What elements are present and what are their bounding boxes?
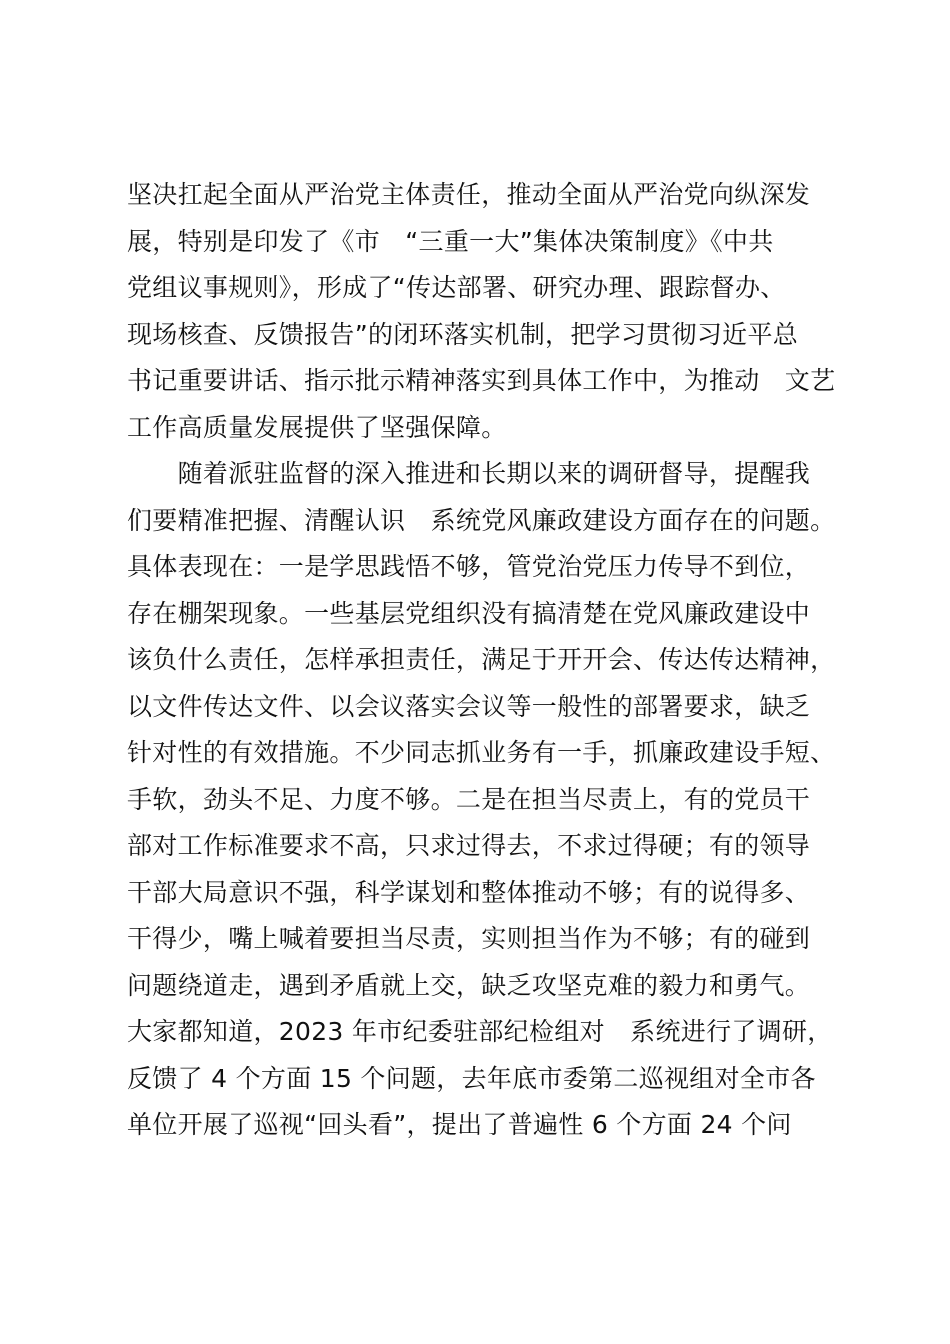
text-line: 随着派驻监督的深入推进和长期以来的调研督导，提醒我 <box>127 459 811 488</box>
text-line: 们要精准把握、清醒认识 系统党风廉政建设方面存在的问题。 <box>127 505 836 535</box>
text-line: 反馈了 4 个方面 15 个问题，去年底市委第二巡视组对全市各 <box>127 1063 816 1093</box>
text-line: 问题绕道走，遇到矛盾就上交，缺乏攻坚克难的毅力和勇气。 <box>127 970 811 1000</box>
text-line: 现场核查、反馈报告”的闭环落实机制，把学习贯彻习近平总 <box>127 319 799 349</box>
text-line: 该负什么责任，怎样承担责任，满足于开开会、传达传达精神， <box>127 645 836 674</box>
text-line: 干得少，嘴上喊着要担当尽责，实则担当作为不够；有的碰到 <box>127 924 811 953</box>
text-line: 坚决扛起全面从严治党主体责任，推动全面从严治党向纵深发 <box>127 180 811 209</box>
text-line: 以文件传达文件、以会议落实会议等一般性的部署要求，缺乏 <box>127 691 811 721</box>
text-line: 书记重要讲话、指示批示精神落实到具体工作中，为推动 文艺 <box>127 366 836 395</box>
text-line: 部对工作标准要求不高，只求过得去，不求过得硬；有的领导 <box>127 831 811 860</box>
text-line: 展，特别是印发了《市 “三重一大”集体决策制度》《中共 <box>127 226 774 256</box>
text-line: 针对性的有效措施。不少同志抓业务有一手，抓廉政建设手短、 <box>127 738 836 767</box>
body-text <box>127 172 847 1149</box>
text-line: 单位开展了巡视“回头看”，提出了普遍性 6 个方面 24 个问 <box>127 1110 792 1139</box>
text-line: 干部大局意识不强，科学谋划和整体推动不够；有的说得多、 <box>127 877 811 907</box>
text-line: 具体表现在：一是学思践悟不够，管党治党压力传导不到位， <box>127 552 811 581</box>
text-line: 存在棚架现象。一些基层党组织没有搞清楚在党风廉政建设中 <box>127 598 811 628</box>
text-line: 工作高质量发展提供了坚强保障。 <box>127 412 507 442</box>
text-line: 大家都知道，2023 年市纪委驻部纪检组对 系统进行了调研， <box>127 1017 833 1046</box>
text-line: 党组议事规则》，形成了“传达部署、研究办理、跟踪督办、 <box>127 273 786 302</box>
text-line: 手软，劲头不足、力度不够。二是在担当尽责上，有的党员干 <box>127 784 811 814</box>
